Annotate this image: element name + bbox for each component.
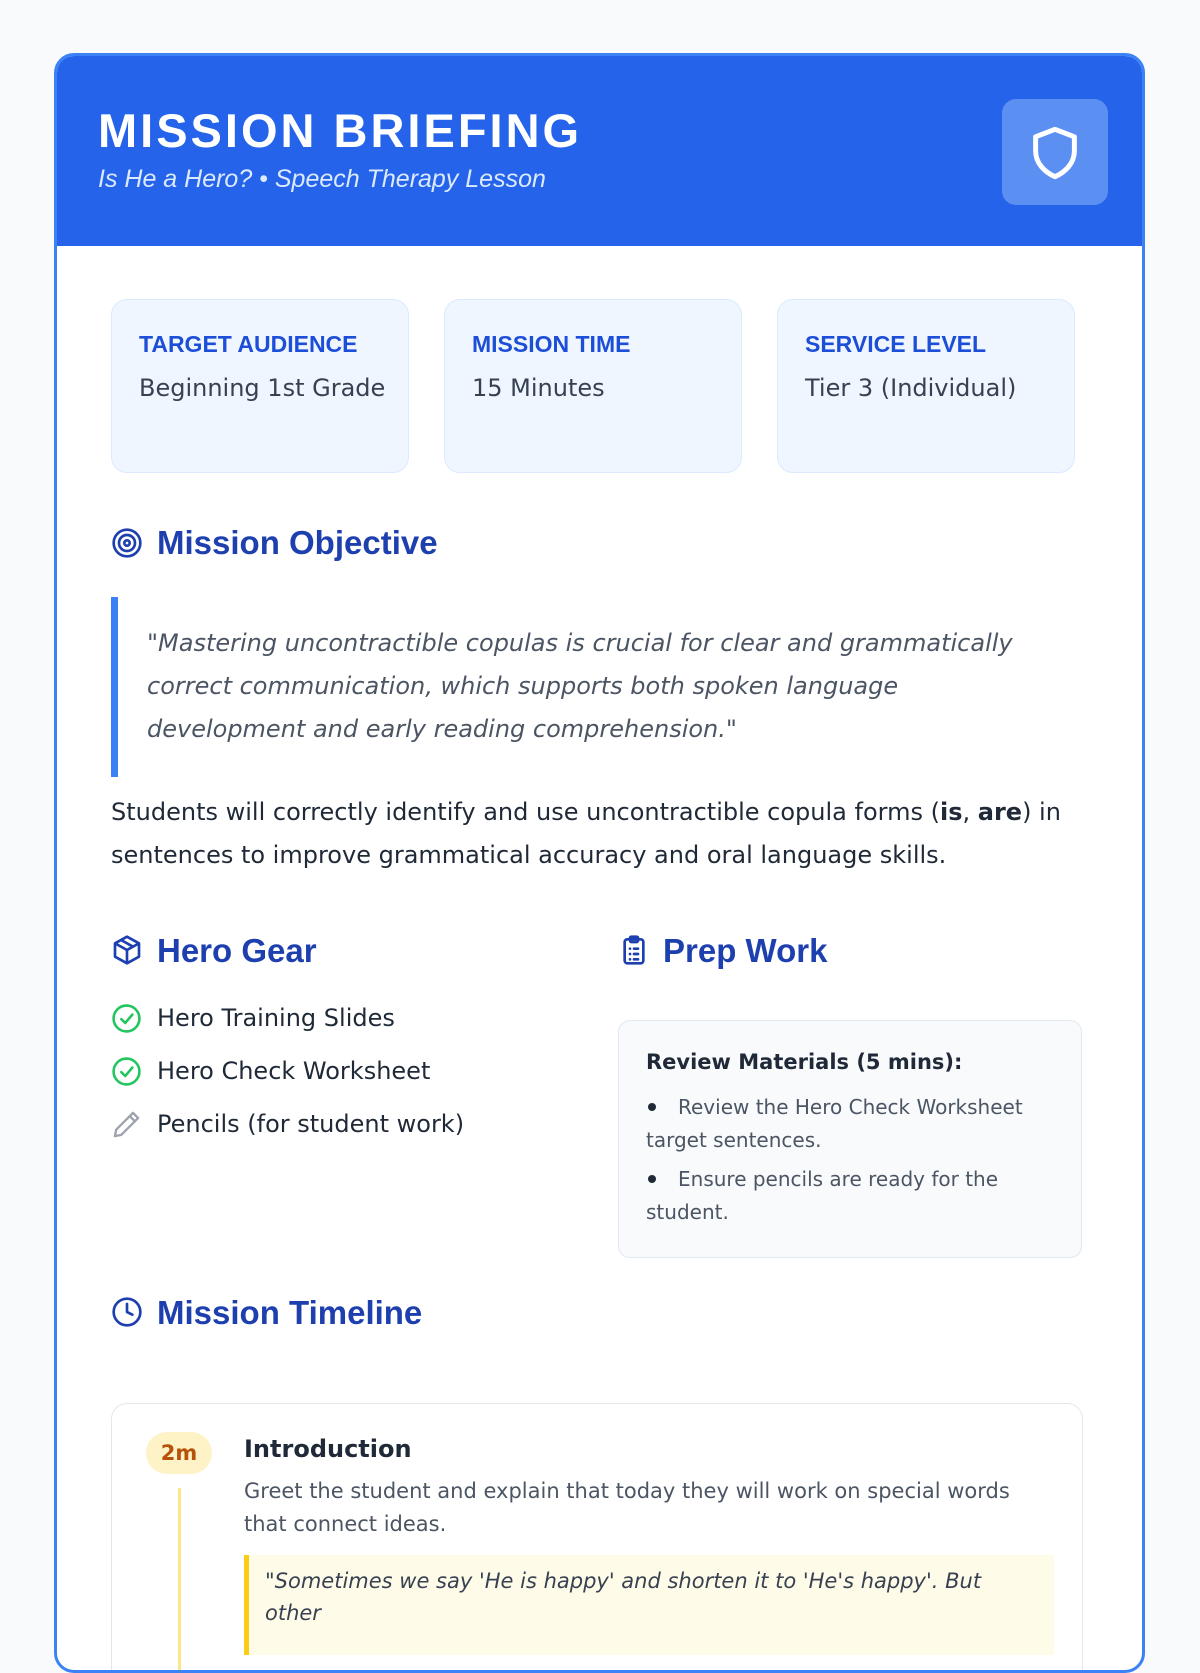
clipboard-icon — [618, 934, 650, 966]
info-label: SERVICE LEVEL — [805, 331, 987, 357]
clock-icon — [111, 1296, 143, 1328]
timeline-connector — [178, 1488, 181, 1673]
info-card-service-level — [777, 299, 1075, 473]
gear-item — [111, 1001, 531, 1035]
bullet-icon — [648, 1103, 656, 1111]
info-value: 15 Minutes — [472, 374, 605, 402]
desc-bold-are: are — [977, 798, 1023, 826]
desc-separator: , — [962, 798, 978, 826]
shield-icon — [1029, 125, 1081, 181]
desc-text-end: ) in sentences to improve grammatical accuracy and oral language skills. — [111, 798, 1061, 869]
section-title-prep: Prep Work — [663, 932, 828, 969]
desc-text: Students will correctly identify and use uncontractible copula forms ( — [111, 798, 940, 826]
section-title-objective: Mission Objective — [157, 524, 438, 561]
check-circle-icon — [111, 1003, 142, 1034]
section-title-gear: Hero Gear — [157, 932, 317, 969]
gear-item — [111, 1054, 531, 1088]
page-title: MISSION BRIEFING — [98, 104, 583, 157]
gear-item — [111, 1107, 531, 1141]
pencil-icon — [111, 1109, 142, 1140]
mission-briefing-card — [54, 53, 1145, 1673]
info-card-target-audience — [111, 299, 409, 473]
check-circle-icon — [111, 1056, 142, 1087]
list-item — [646, 1163, 1056, 1229]
info-value: Beginning 1st Grade — [139, 374, 386, 402]
list-item-text: Review the Hero Check Worksheet target sentences. — [646, 1095, 1023, 1152]
info-label: MISSION TIME — [472, 331, 631, 357]
objective-quote — [111, 597, 1051, 777]
shield-badge — [1002, 99, 1108, 205]
info-value: Tier 3 (Individual) — [805, 374, 1017, 402]
info-label: TARGET AUDIENCE — [139, 331, 358, 357]
objective-description — [111, 791, 1061, 877]
prep-box — [618, 1020, 1082, 1258]
section-title-timeline: Mission Timeline — [157, 1294, 423, 1331]
step-title: Introduction — [244, 1435, 412, 1463]
page-subtitle: Is He a Hero? • Speech Therapy Lesson — [98, 165, 546, 193]
bullet-icon — [648, 1175, 656, 1183]
gear-item-label: Hero Check Worksheet — [157, 1057, 431, 1085]
info-card-mission-time — [444, 299, 742, 473]
briefing-header — [57, 56, 1142, 246]
target-icon — [111, 527, 143, 559]
gear-item-label: Pencils (for student work) — [157, 1110, 465, 1138]
duration-badge: 2m — [146, 1432, 212, 1474]
quote-text: "Mastering uncontractible copulas is crucial for clear and grammatically correct communication, which supports both spoken language development and early reading comprehension." — [147, 629, 1013, 743]
step-script-quote: "Sometimes we say 'He is happy' and shorten it to 'He's happy'. But other — [244, 1555, 1054, 1655]
desc-bold-is: is — [939, 798, 963, 826]
step-description: Greet the student and explain that today they will work on special words that connect ideas. — [244, 1479, 1010, 1536]
box-icon — [111, 934, 143, 966]
list-item-text: Ensure pencils are ready for the student. — [646, 1167, 999, 1224]
prep-heading: Review Materials (5 mins): — [646, 1050, 963, 1074]
prep-list — [646, 1091, 1056, 1235]
timeline-step — [111, 1403, 1083, 1673]
gear-item-label: Hero Training Slides — [157, 1004, 395, 1032]
list-item — [646, 1091, 1056, 1157]
